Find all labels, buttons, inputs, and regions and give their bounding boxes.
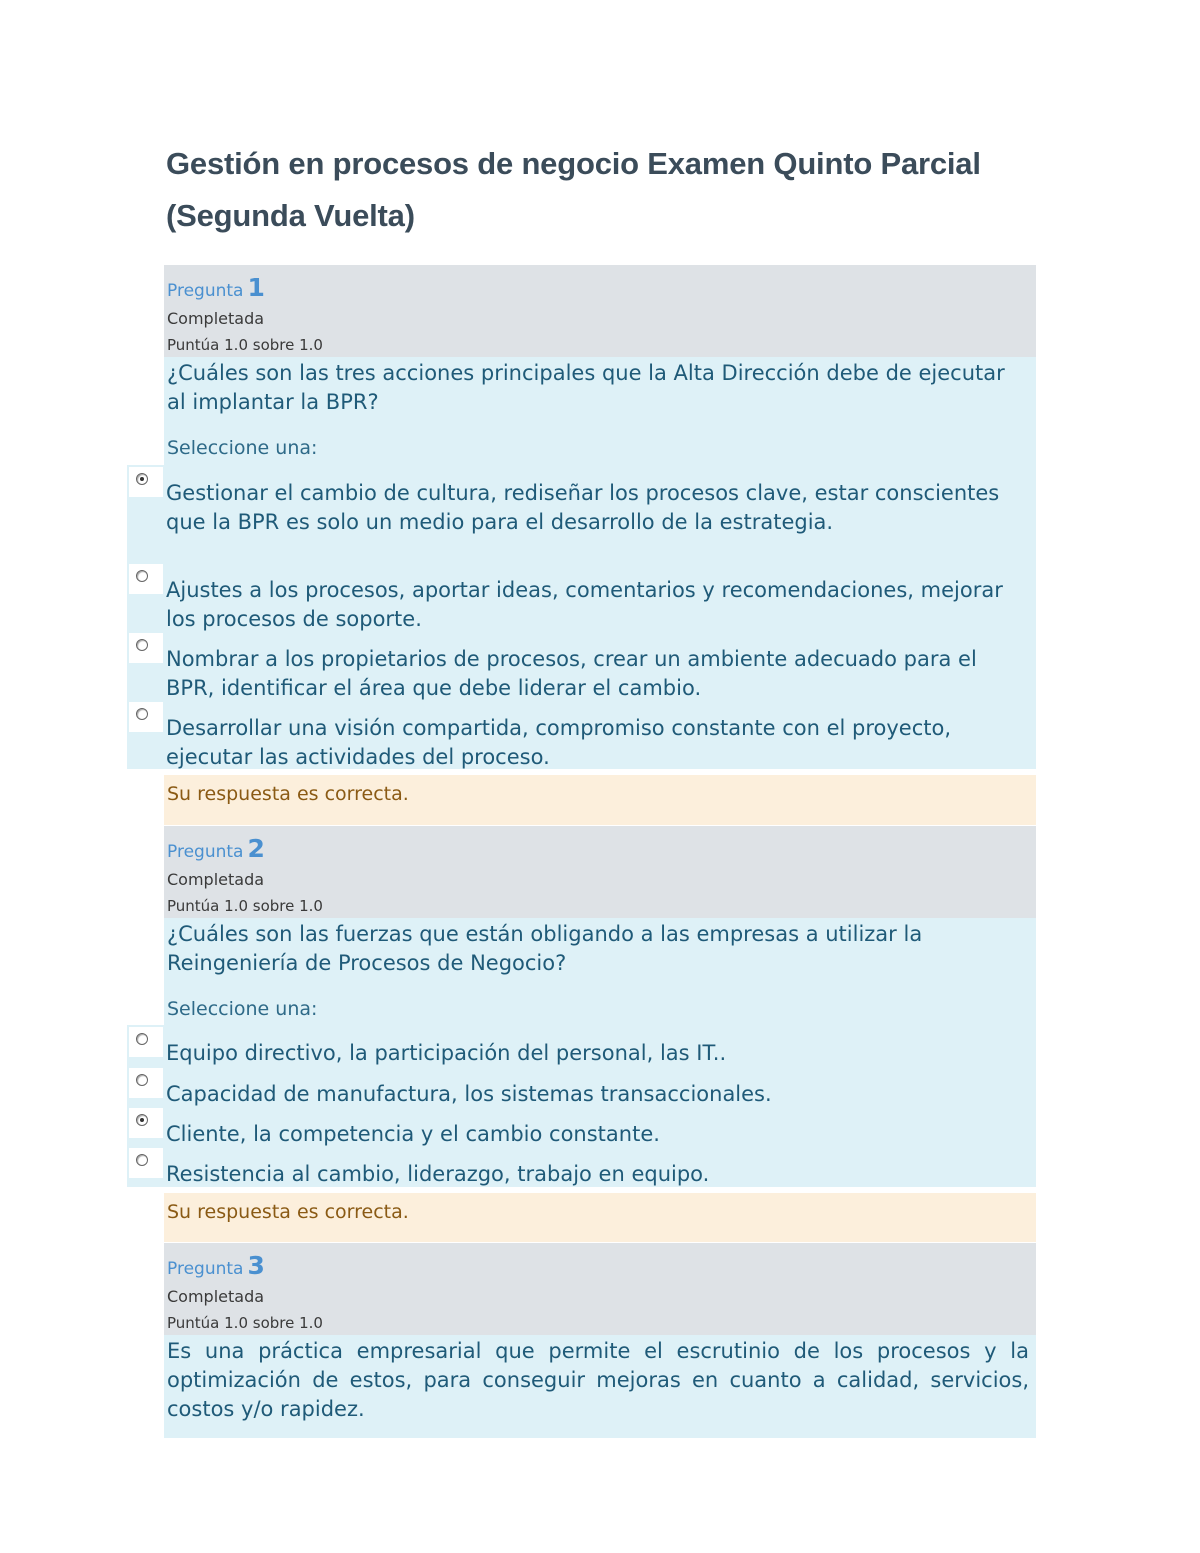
question-3-info [164, 1243, 1036, 1335]
radio-button[interactable] [136, 708, 148, 720]
answer-option-text: Resistencia al cambio, liderazgo, trabajo en equipo. [166, 1162, 710, 1186]
question-2-feedback [164, 1193, 1036, 1242]
question-1-answers [127, 465, 1036, 769]
question-label: Pregunta [167, 842, 244, 862]
question-3-content [164, 1335, 1036, 1438]
select-prompt: Seleccione una: [167, 437, 318, 459]
radio-button-checked[interactable] [136, 1114, 148, 1126]
feedback-text: Su respuesta es correcta. [167, 1201, 409, 1223]
answer-option-text: Capacidad de manufactura, los sistemas transaccionales. [166, 1082, 772, 1106]
question-number-line [167, 273, 265, 302]
radio-button[interactable] [136, 1074, 148, 1086]
select-prompt: Seleccione una: [167, 998, 318, 1020]
radio-button[interactable] [136, 639, 148, 651]
question-grade: Puntúa 1.0 sobre 1.0 [167, 897, 323, 915]
question-text: ¿Cuáles son las tres acciones principales que la Alta Dirección debe de ejecutar al implantar la BPR? [167, 361, 1005, 414]
question-number: 1 [247, 273, 265, 302]
question-state: Completada [167, 1287, 265, 1306]
question-number-line [167, 1251, 265, 1280]
question-label: Pregunta [167, 281, 244, 301]
question-grade: Puntúa 1.0 sobre 1.0 [167, 336, 323, 354]
question-1-info [164, 265, 1036, 357]
question-1-content [164, 357, 1036, 465]
question-1-feedback [164, 775, 1036, 825]
question-state: Completada [167, 309, 265, 328]
question-2-info [164, 826, 1036, 918]
answer-option-text: Desarrollar una visión compartida, compromiso constante con el proyecto, ejecutar las actividades del proceso. [166, 716, 952, 769]
question-2-content [164, 918, 1036, 1025]
question-text: ¿Cuáles son las fuerzas que están obligando a las empresas a utilizar la Reingeniería de Procesos de Negocio? [167, 922, 923, 975]
question-number-line [167, 834, 265, 863]
answer-option-text: Equipo directivo, la participación del personal, las IT.. [166, 1041, 727, 1065]
radio-button-checked[interactable] [136, 473, 148, 485]
question-number: 3 [247, 1251, 265, 1280]
question-number: 2 [247, 834, 265, 863]
question-text: Es una práctica empresarial que permite el escrutinio de los procesos y la optimización de estos, para conseguir mejoras en cuanto a calidad, servicios, costos y/o rapidez. [167, 1339, 1029, 1421]
feedback-text: Su respuesta es correcta. [167, 783, 409, 805]
answer-option-text: Nombrar a los propietarios de procesos, crear un ambiente adecuado para el BPR, identificar el área que debe liderar el cambio. [166, 647, 977, 700]
answer-option-text: Ajustes a los procesos, aportar ideas, comentarios y recomendaciones, mejorar los procesos de soporte. [166, 578, 1003, 631]
answer-option-text: Gestionar el cambio de cultura, rediseñar los procesos clave, estar conscientes que la BPR es solo un medio para el desarrollo de la estrategia. [166, 481, 1000, 534]
answer-option-text: Cliente, la competencia y el cambio constante. [166, 1122, 660, 1146]
radio-button[interactable] [136, 1154, 148, 1166]
question-label: Pregunta [167, 1259, 244, 1279]
page-title: Gestión en procesos de negocio Examen Quinto Parcial (Segunda Vuelta) [166, 146, 981, 233]
question-2-answers [127, 1025, 1036, 1187]
radio-button[interactable] [136, 1033, 148, 1045]
question-grade: Puntúa 1.0 sobre 1.0 [167, 1314, 323, 1332]
radio-button[interactable] [136, 570, 148, 582]
question-state: Completada [167, 870, 265, 889]
